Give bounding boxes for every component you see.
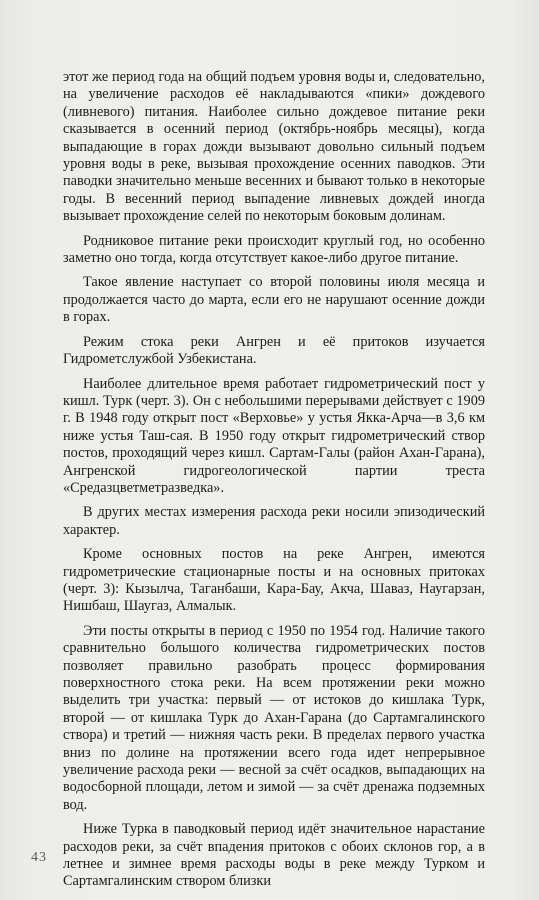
paragraph-6: В других местах измерения расхода реки носили эпизодический характер.: [63, 504, 485, 538]
paragraph-9: Ниже Турка в паводковый период идёт значительное нарастание расходов реки, за счёт впадения притоков с обоих склонов гор, а в летнее и зимнее время расходы воды в реке между Турком и Сартамгалинским створом близки: [63, 821, 485, 890]
paragraph-2: Родниковое питание реки происходит круглый год, но особенно заметно оно тогда, когда отсутствует какое-либо другое питание.: [63, 232, 485, 267]
paragraph-1: этот же период года на общий подъем уровня воды и, следовательно, на увеличение расходов её накладываются «пики» дождевого (ливневого) питания. Наиболее сильно дождевое питание реки сказывается в осенний период (октябрь-ноябрь месяцы), когда выпадающие в горах дожди вызывают довольно сильный подъем уровня воды в реке, вызывая прохождение осенних паводков. Эти паводки значительно меньше весенних и бывают только в некоторые годы. В весенний период выпадение ливневых дождей иногда вызывает прохождение селей по некоторым боковым долинам.: [63, 69, 485, 225]
paragraph-8: Эти посты открыты в период с 1950 по 1954 год. Наличие такого сравнительно большого количества гидрометрических постов позволяет правильно разобрать процесс формирования поверхностного стока реки. На всем протяжении реки можно выделить три участка: первый — от истоков до кишлака Турк, второй — от кишлака Турк до Ахан-Гарана (до Сартамгалинского створа) и третий — нижняя часть реки. В пределах первого участка вниз по долине на протяжении всего года идет непрерывное увеличение расхода реки — весной за счёт осадков, выпадающих на водосборной площади, летом и зимой — за счёт дренажа подземных вод.: [63, 622, 485, 813]
paragraph-3: Такое явление наступает со второй половины июля месяца и продолжается часто до марта, если его не нарушают осенние дожди в горах.: [63, 274, 485, 326]
paragraph-5: Наиболее длительное время работает гидрометрический пост у кишл. Турк (черт. 3). Он с небольшими перерывами действует с 1909 г. В 1948 году открыт пост «Верховье» у устья Якка-Арча—в 3,6 км ниже устья Таш-сая. В 1950 году открыт гидрометрический створ постов, проходящий через кишл. Сартам-Галы (район Ахан-Гарана), Ангренской гидрогеологической партии треста «Средазцветметразведка».: [63, 375, 485, 496]
paragraph-4: Режим стока реки Ангрен и её притоков изучается Гидрометслужбой Узбекистана.: [63, 333, 485, 368]
body-text: [63, 69, 485, 898]
paragraph-7: Кроме основных постов на реке Ангрен, имеются гидрометрические стационарные посты и на основных притоках (черт. 3): Кызылча, Таганбаши, Кара-Бау, Акча, Шаваз, Наугарзан, Нишбаш, Шаугаз, Алмалык.: [63, 546, 485, 615]
page-number: 43: [31, 850, 47, 865]
